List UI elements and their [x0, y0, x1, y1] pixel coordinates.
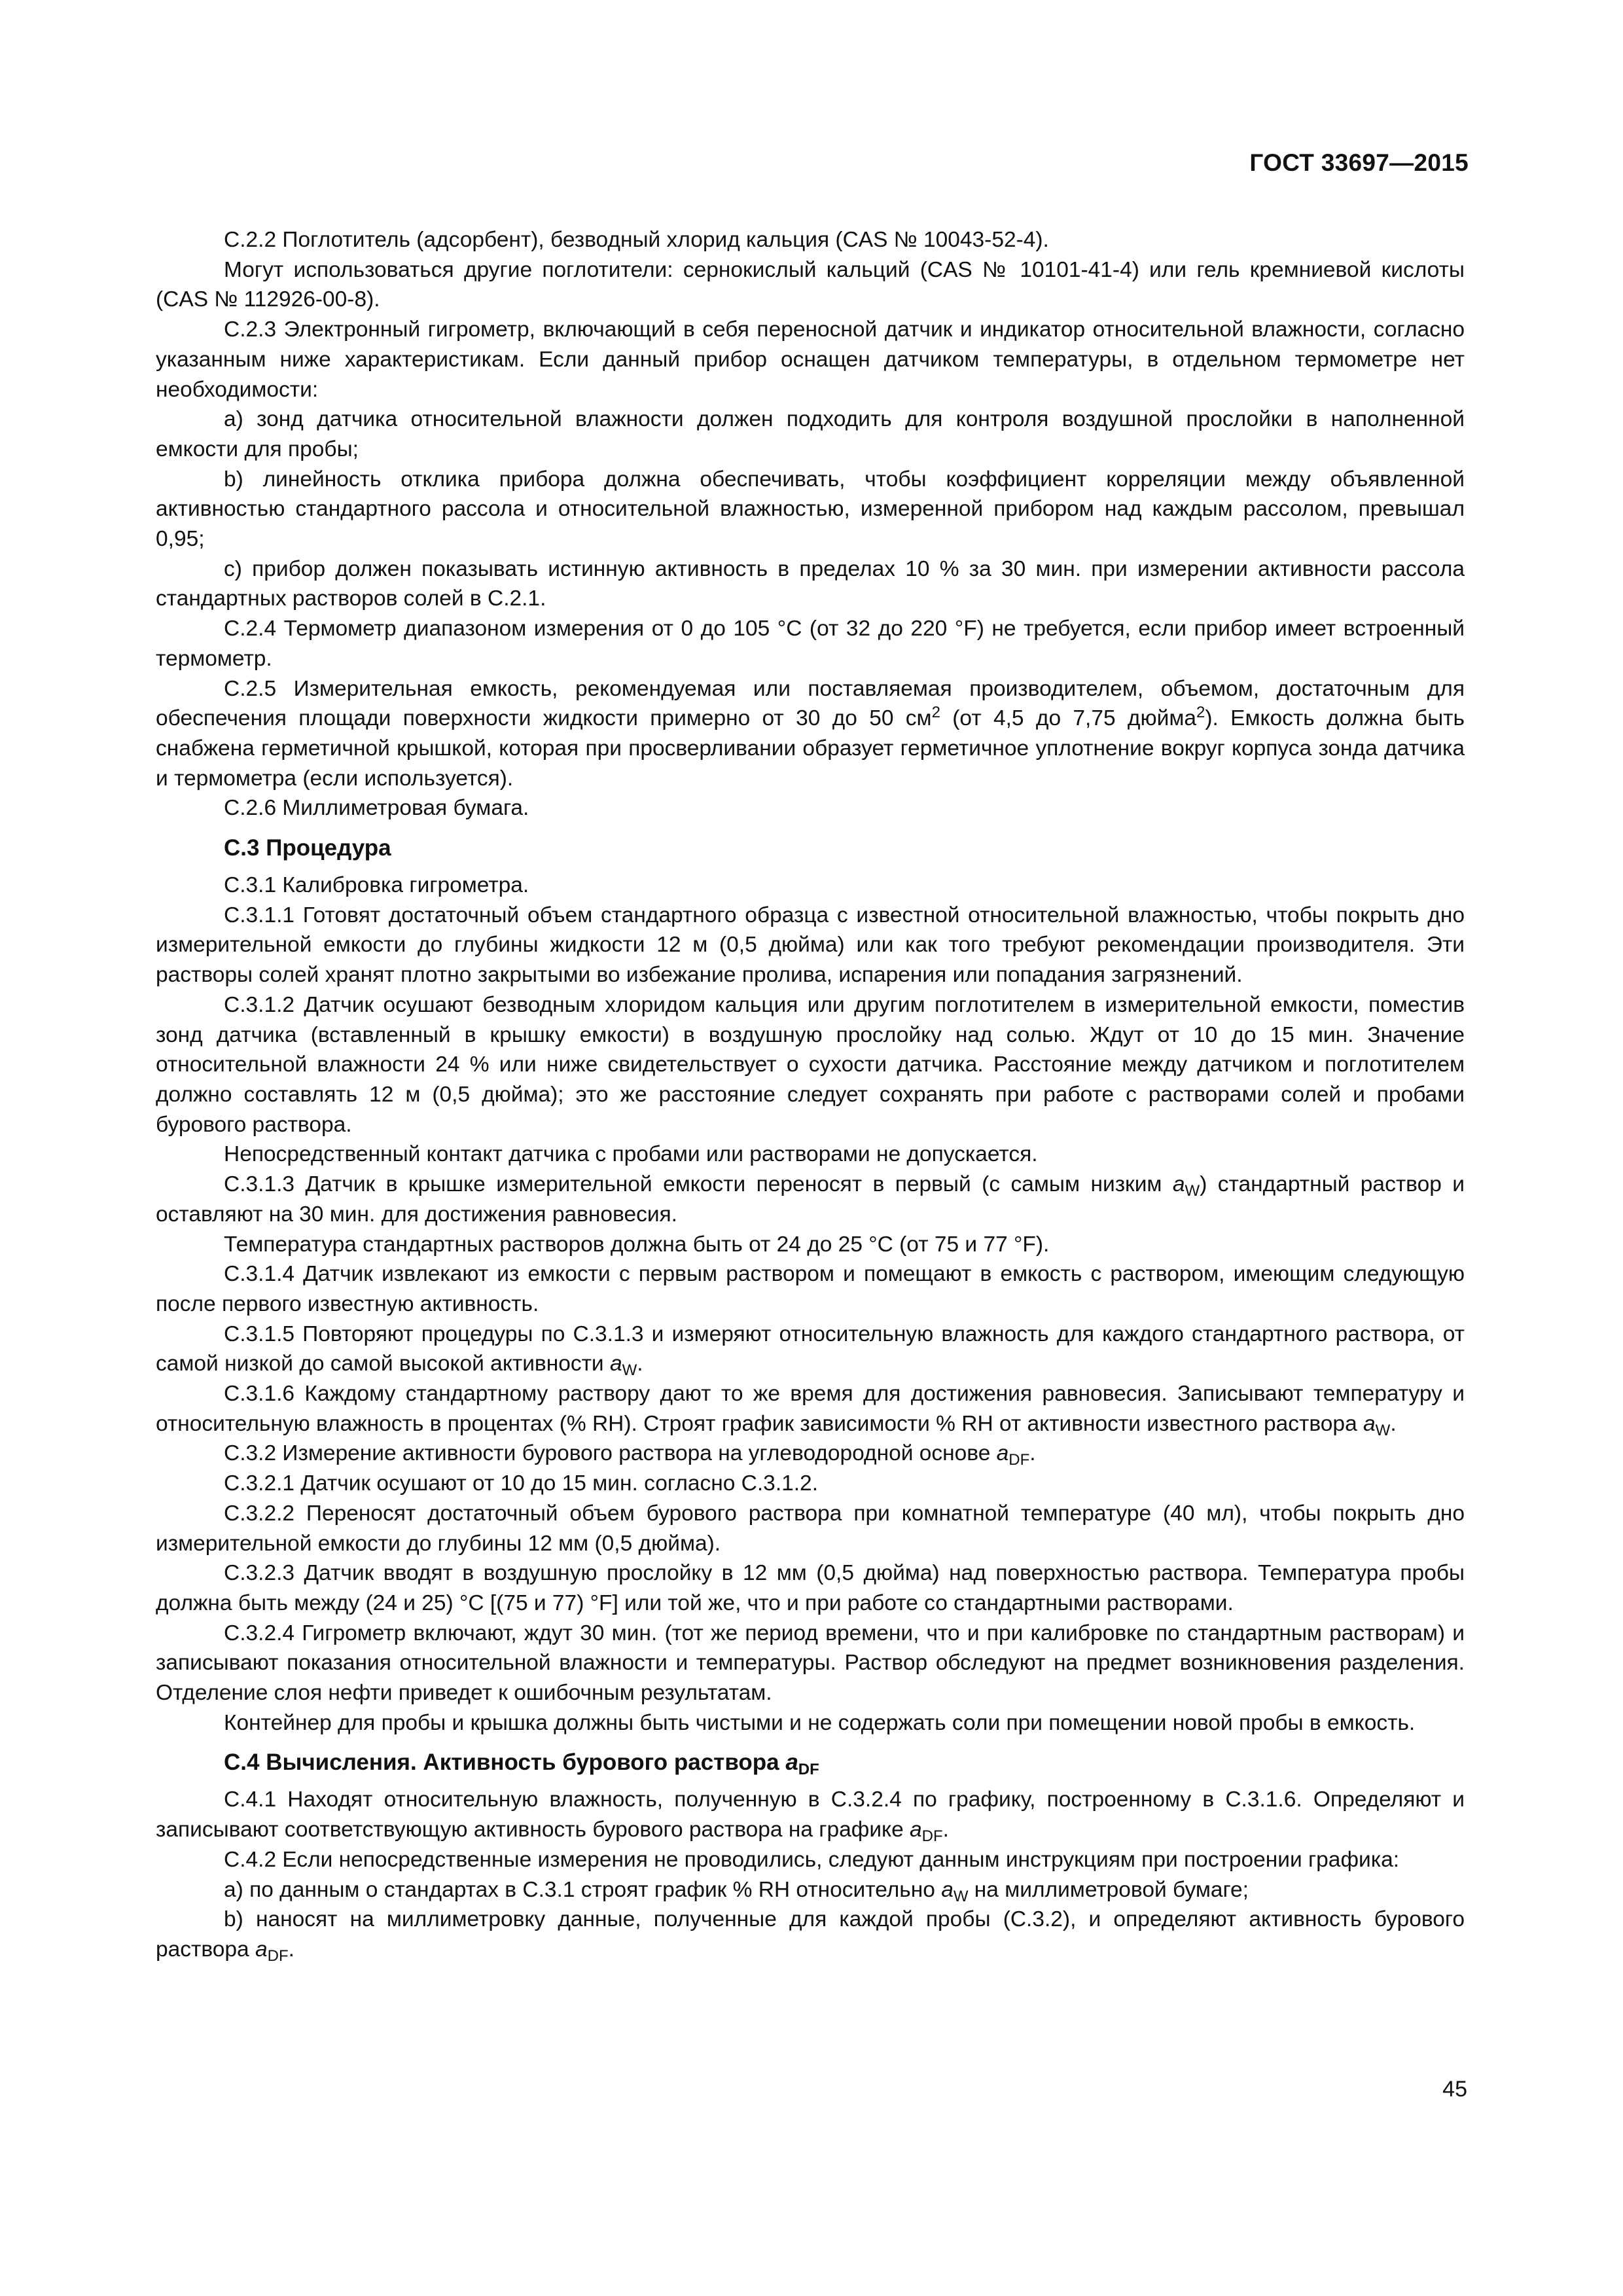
paragraph-c3-2: С.3.2 Измерение активности бурового раствора на углеводородной основе $a_{DF}$.: [224, 1441, 1036, 1469]
paragraph-c4-2: С.4.2 Если непосредственные измерения не проводились, следуют данным инструкциям при построении графика:: [224, 1847, 1400, 1872]
page-body: [156, 225, 1465, 1965]
paragraph-c3-2-4-note: Контейнер для пробы и крышка должны быть чистыми и не содержать соли при помещении новой пробы в емкость.: [224, 1710, 1416, 1735]
list-item-c: с) прибор должен показывать истинную активность в пределах 10 % за 30 мин. при измерении активности рассола стандартных растворов солей в С.2.1.: [156, 556, 1465, 611]
paragraph-c3-1-4: С.3.1.4 Датчик извлекают из емкости с первым раствором и помещают в емкость с раствором, имеющим следующую после первого известную активность.: [156, 1262, 1465, 1316]
paragraph-c2-3: С.2.3 Электронный гигрометр, включающий в себя переносной датчик и индикатор относительной влажности, согласно указанным ниже характеристикам. Если данный прибор оснащен датчиком температуры, в отдельном термометре нет необходимости:: [156, 317, 1465, 402]
paragraph-c2-2: С.2.2 Поглотитель (адсорбент), безводный хлорид кальция (CAS № 10043-52-4).: [224, 228, 1049, 252]
paragraph-c3-1-3-note: Температура стандартных растворов должна быть от 24 до 25 °С (от 75 и 77 °F).: [224, 1232, 1050, 1257]
paragraph-c3-1-5: С.3.1.5 Повторяют процедуры по С.3.1.3 и измеряют относительную влажность для каждого стандартного раствора, от самой низкой до самой высокой активности $a_W$.: [156, 1321, 1465, 1380]
section-heading-c3: С.3 Процедура: [224, 835, 391, 861]
standard-designation: ГОСТ 33697—2015: [1249, 149, 1469, 176]
paragraph-c3-2-1: С.3.2.1 Датчик осушают от 10 до 15 мин. согласно С.3.1.2.: [224, 1471, 819, 1496]
paragraph-c2-2-alt: Могут использоваться другие поглотители: сернокислый кальций (CAS № 10101-41-4) или гель кремниевой кислоты (CAS № 112926-00-8).: [156, 257, 1465, 312]
paragraph-c3-2-3: С.3.2.3 Датчик вводят в воздушную прослойку в 12 мм (0,5 дюйма) над поверхностью раствора. Температура пробы должна быть между (24 и 25) °С [(75 и 77) °F] или той же, что и при работе со стандартными растворами.: [156, 1561, 1465, 1615]
paragraph-c3-1: С.3.1 Калибровка гигрометра.: [224, 873, 529, 898]
paragraph-c3-1-1: С.3.1.1 Готовят достаточный объем стандартного образца с известной относительной влажностью, чтобы покрыть дно измерительной емкости до глубины жидкости 12 м (0,5 дюйма) или как того требуют рекомендации производителя. Эти растворы солей хранят плотно закрытыми во избежание пролива, испарения или попадания загрязнений.: [156, 903, 1465, 988]
page-number: 45: [1442, 2077, 1467, 2102]
paragraph-c4-1: С.4.1 Находят относительную влажность, полученную в С.3.2.4 по графику, построенному в С.3.1.6. Определяют и записывают соответствующую активность бурового раствора на графике $a_{DF}$.: [156, 1787, 1465, 1846]
paragraph-c3-1-3: С.3.1.3 Датчик в крышке измерительной емкости переносят в первый (с самым низким $a_W$) стандартный раствор и оставляют на 30 мин. для достижения равновесия.: [156, 1172, 1465, 1227]
list-item-a: а) зонд датчика относительной влажности должен подходить для контроля воздушной прослойки в наполненной емкости для пробы;: [156, 407, 1465, 461]
list-item-b: b) линейность отклика прибора должна обеспечивать, чтобы коэффициент корреляции между объявленной активностью стандартного рассола и относительной влажностью, измеренной прибором над каждым рассолом, превышал 0,95;: [156, 467, 1465, 552]
paragraph-c3-1-6: С.3.1.6 Каждому стандартному раствору дают то же время для достижения равновесия. Записывают температуру и относительную влажность в процентах (% RH). Строят график зависимости % RH от активности известного раствора $a_W$.: [156, 1382, 1465, 1439]
paragraph-c3-1-2: С.3.1.2 Датчик осушают безводным хлоридом кальция или другим поглотителем в измерительной емкости, поместив зонд датчика (вставленный в крышку емкости) в воздушную прослойку над солью. Ждут от 10 до 15 мин. Значение относительной влажности 24 % или ниже свидетельствует о сухости датчика. Расстояние между датчиком и поглотителем должно составлять 12 м (0,5 дюйма); это же расстояние следует сохранять при работе с растворами солей и пробами бурового раствора.: [156, 992, 1465, 1137]
paragraph-c3-1-2-note: Непосредственный контакт датчика с пробами или растворами не допускается.: [224, 1142, 1038, 1167]
paragraph-c2-5: С.2.5 Измерительная емкость, рекомендуемая или поставляемая производителем, объемом, достаточным для обеспечения площади поверхности жидкости примерно от 30 до 50 $см^2$ (от 4,5 до 7,75 дюйма$^2$). Емкость должна быть снабжена герметичной крышкой, которая при просверливании образует герметичное уплотнение вокруг корпуса зонда датчика и термометра (если используется).: [156, 676, 1465, 791]
paragraph-c2-4: С.2.4 Термометр диапазоном измерения от 0 до 105 °С (от 32 до 220 °F) не требуется, если прибор имеет встроенный термометр.: [156, 617, 1465, 671]
paragraph-c3-2-2: С.3.2.2 Переносят достаточный объем бурового раствора при комнатной температуре (40 мл), чтобы покрыть дно измерительной емкости до глубины 12 мм (0,5 дюйма).: [156, 1501, 1465, 1556]
section-heading-c4: С.4 Вычисления. Активность бурового раствора $a_{DF}$: [224, 1749, 819, 1779]
list-item-c4-b: b) наносят на миллиметровку данные, полученные для каждой пробы (С.3.2), и определяют активность бурового раствора $a_{DF}$.: [156, 1907, 1465, 1965]
paragraph-c2-6: С.2.6 Миллиметровая бумага.: [224, 796, 529, 821]
paragraph-c3-2-4: С.3.2.4 Гигрометр включают, ждут 30 мин. (тот же период времени, что и при калибровке по стандартным растворам) и записывают показания относительной влажности и температуры. Раствор обследуют на предмет возникновения разделения. Отделение слоя нефти приведет к ошибочным результатам.: [156, 1621, 1465, 1706]
list-item-c4-a: а) по данным о стандартах в С.3.1 строят график % RH относительно $a_W$ на миллиметровой бумаге;: [224, 1877, 1249, 1905]
